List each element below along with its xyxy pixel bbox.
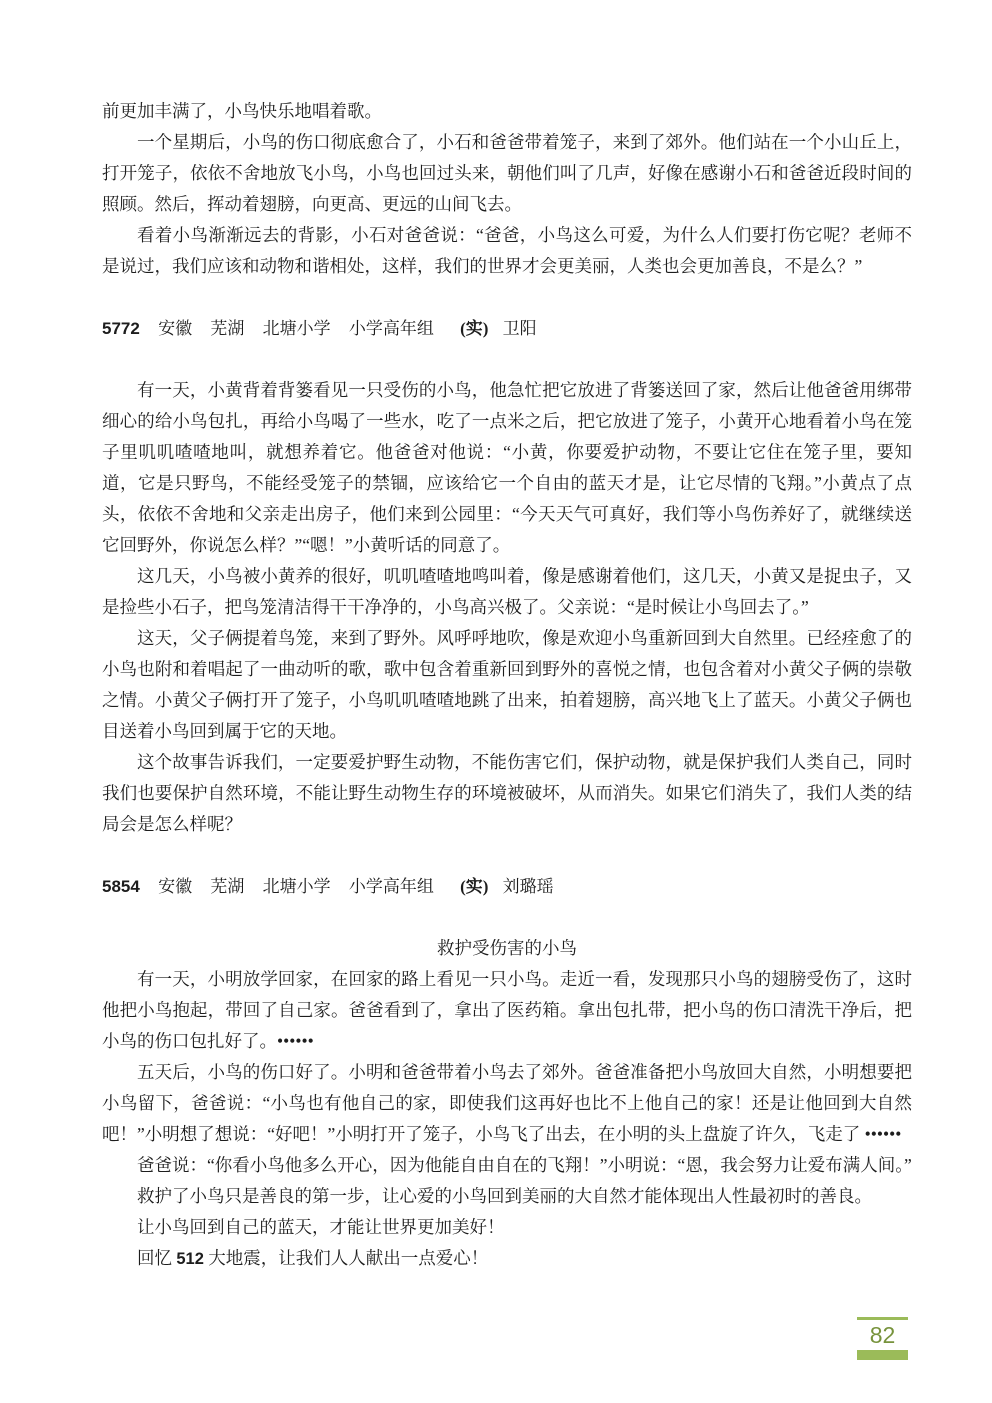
page-number: 82: [869, 1322, 896, 1348]
entry-id: 5772: [102, 319, 140, 338]
paragraph: 这个故事告诉我们，一定要爱护野生动物，不能伤害它们，保护动物，就是保护我们人类自己，同时我们也要保护自然环境，不能让野生动物生存的环境被破坏，从而消失。如果它们消失了，我们人类的结局会是怎么样呢？: [102, 752, 912, 834]
paragraph: 有一天，小黄背着背篓看见一只受伤的小鸟，他急忙把它放进了背篓送回了家，然后让他爸爸用绑带细心的给小鸟包扎，再给小鸟喝了一些水，吃了一点米之后，把它放进了笼子，小黄开心地看着小鸟在笼子里叽叽喳喳地叫，就想养着它。他爸爸对他说：“小黄，你要爱护动物，不要让它住在笼子里，要知道，它是只野鸟，不能经受笼子的禁锢，应该给它一个自由的蓝天才是，让它尽情的飞翔。”小黄点了点头，依依不舍地和父亲走出房子，他们来到公园里：“今天天气可真好，我们等小鸟伤养好了，就继续送它回野外，你说怎么样？”“嗯！”小黄听话的同意了。: [102, 380, 912, 555]
paragraph: 有一天，小明放学回家，在回家的路上看见一只小鸟。走近一看，发现那只小鸟的翅膀受伤了，这时他把小鸟抱起，带回了自己家。爸爸看到了，拿出了医药箱。拿出包扎带，把小鸟的伤口清洗干净后，把小鸟的伤口包扎好了。••••••: [102, 969, 912, 1051]
paragraph-continuation: 前更加丰满了，小鸟快乐地唱着歌。: [102, 101, 382, 121]
entry-tag: (实): [460, 319, 489, 338]
entry-city: 芜湖: [210, 319, 245, 338]
entry-province: 安徽: [158, 319, 193, 338]
entry-province: 安徽: [158, 877, 193, 896]
entry-header-5772: [102, 313, 912, 344]
final-line-post: 大地震，让我们人人献出一点爱心！: [203, 1248, 489, 1268]
entry-group: 小学高年组: [348, 319, 434, 338]
footer-bottom-rule: [857, 1350, 908, 1360]
final-line-number: 512: [176, 1250, 204, 1268]
paragraph: 一个星期后，小鸟的伤口彻底愈合了，小石和爸爸带着笼子，来到了郊外。他们站在一个小山丘上，打开笼子，依依不舍地放飞小鸟，小鸟也回过头来，朝他们叫了几声，好像在感谢小石和爸爸近段时间的照顾。然后，挥动着翅膀，向更高、更远的山间飞去。: [102, 132, 912, 214]
paragraph: 让小鸟回到自己的蓝天，才能让世界更加美好！: [137, 1217, 505, 1237]
entry-school: 北塘小学: [262, 877, 331, 896]
entry-school: 北塘小学: [262, 319, 331, 338]
document-body: [102, 96, 912, 1275]
page-footer: [857, 1317, 908, 1360]
paragraph: 这天，父子俩提着鸟笼，来到了野外。风呼呼地吹，像是欢迎小鸟重新回到大自然里。已经痊愈了的小鸟也附和着唱起了一曲动听的歌，歌中包含着重新回到野外的喜悦之情，也包含着对小黄父子俩的崇敬之情。小黄父子俩打开了笼子，小鸟叽叽喳喳地跳了出来，拍着翅膀，高兴地飞上了蓝天。小黄父子俩也目送着小鸟回到属于它的天地。: [102, 628, 912, 741]
paragraph-final: [102, 1243, 912, 1275]
paragraph: 看着小鸟渐渐远去的背影，小石对爸爸说：“爸爸，小鸟这么可爱，为什么人们要打伤它呢？老师不是说过，我们应该和动物和谐相处，这样，我们的世界才会更美丽，人类也会更加善良，不是么？”: [102, 225, 912, 276]
entry-author: 卫阳: [502, 319, 537, 338]
entry-id: 5854: [102, 877, 140, 896]
entry-tag: (实): [460, 877, 489, 896]
final-line-pre: 回忆: [137, 1248, 177, 1268]
entry-group: 小学高年组: [348, 877, 434, 896]
paragraph: 五天后，小鸟的伤口好了。小明和爸爸带着小鸟去了郊外。爸爸准备把小鸟放回大自然，小明想要把小鸟留下，爸爸说：“小鸟也有他自己的家，即使我们这再好也比不上他自己的家！还是让他回到大自然吧！”小明想了想说：“好吧！”小明打开了笼子，小鸟飞了出去，在小明的头上盘旋了许久，飞走了 ••••••: [102, 1062, 912, 1144]
paragraph: 这几天，小鸟被小黄养的很好，叽叽喳喳地鸣叫着，像是感谢着他们，这几天，小黄又是捉虫子，又是捡些小石子，把鸟笼清洁得干干净净的，小鸟高兴极了。父亲说：“是时候让小鸟回去了。”: [102, 566, 912, 617]
entry-author: 刘璐瑶: [502, 877, 554, 896]
entry-header-5854: [102, 871, 912, 902]
paragraph: 救护了小鸟只是善良的第一步，让心爱的小鸟回到美丽的大自然才能体现出人性最初时的善良。: [137, 1186, 872, 1206]
paragraph: 爸爸说：“你看小鸟他多么开心，因为他能自由自在的飞翔！”小明说：“恩，我会努力让爱布满人间。”: [137, 1155, 912, 1175]
essay-title: 救护受伤害的小鸟: [437, 938, 577, 958]
entry-city: 芜湖: [210, 877, 245, 896]
